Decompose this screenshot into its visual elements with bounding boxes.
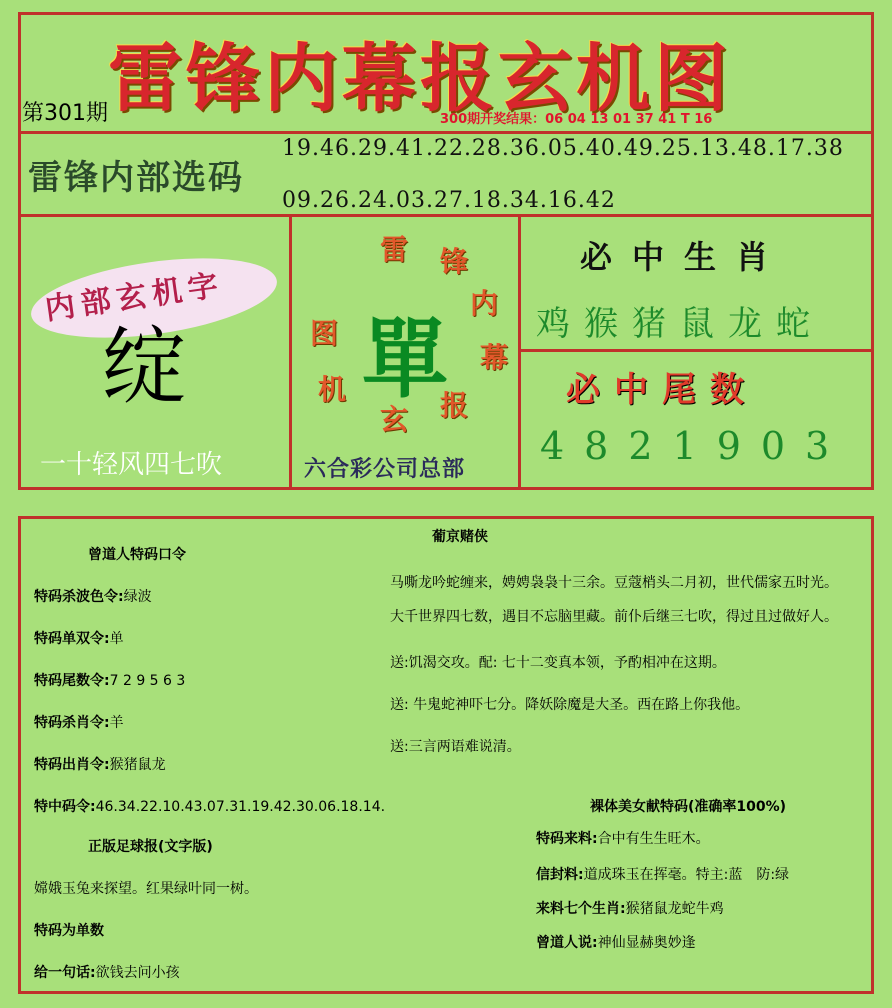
password-item: 特中码令:46.34.22.10.43.07.31.19.42.30.06.18.14. [34,799,386,815]
football-line: 嫦娥玉兔来探望。红果绿叶同一树。 [34,881,258,897]
mystery-char: 绽 [102,318,187,416]
beauty-item: 信封料:道成珠玉在挥毫。特主:蓝 防:绿 [536,867,790,883]
beauty-item: 曾道人说:神仙显赫奥妙逢 [536,935,696,951]
title-char: 内 [264,36,338,122]
ring-char: 报 [440,389,469,422]
title-char: 雷 [108,36,182,122]
left-panel-title: 内部玄机字 [42,267,227,328]
ring-char: 机 [318,373,347,406]
ring-char: 雷 [380,233,409,266]
title-char: 锋 [186,36,260,122]
poem-line-1: 马嘶龙吟蛇缠来，娉娉袅袅十三余。豆蔻梢头二月初，世代儒家五时光。 [390,575,838,591]
title-char: 幕 [342,36,416,122]
password-item: 特码出肖令:猴猪鼠龙 [34,757,166,773]
password-heading: 曾道人特码口令 [88,547,186,563]
password-item: 特码杀肖令:羊 [34,715,124,731]
single-double-char: 單 [362,310,448,410]
mystery-phrase: 一十轻风四七吹 [40,450,223,480]
title-char: 图 [654,36,728,122]
beauty-item: 特码来料:合中有生生旺木。 [536,831,710,847]
title-char: 玄 [498,36,572,122]
ring-char: 内 [470,287,499,320]
single-note: 特码为单数 [34,923,104,939]
ring-char: 玄 [380,403,409,436]
ring-char: 图 [310,317,339,350]
ring-char: 锋 [440,245,469,278]
password-item: 特码杀波色令:绿波 [34,589,152,605]
password-item: 特码单双令:单 [34,631,124,647]
zodiac-list: 鸡猴猪鼠龙蛇 [536,304,824,344]
tail-number-title: 必中尾数 [566,370,758,410]
codes-label: 雷锋内部选码 [28,158,244,198]
issue-number: 第301期 [22,101,108,126]
football-heading: 正版足球报(文字版) [88,839,213,855]
ring-char: 幕 [480,341,509,374]
center-footer: 六合彩公司总部 [304,456,466,482]
codes-line-2: 09.26.24.03.27.18.34.16.42 [282,188,616,213]
codes-line-1: 19.46.29.41.22.28.36.05.40.49.25.13.48.17.38 [282,136,844,161]
tail-number-digits: 4821903 [540,424,850,468]
saying-line: 给一句话:欲钱去问小孩 [34,965,180,981]
send-line-1: 送:饥渴交攻。配: 七十二变真本领，予酌相冲在这期。 [390,655,726,671]
last-result: 300期开奖结果：06 04 13 01 37 41 T 16 [440,112,713,127]
password-item: 特码尾数令:7 2 9 5 6 3 [34,673,186,689]
title-char: 报 [420,36,494,122]
poem-line-2: 大千世界四七数，遇目不忘脑里藏。前仆后继三七吹，得过且过做好人。 [390,609,838,625]
beauty-item: 来料七个生肖:猴猪鼠龙蛇牛鸡 [536,901,724,917]
poem-heading: 葡京赌侠 [432,529,488,545]
zodiac-title: 必中生肖 [580,238,789,276]
title-char: 机 [576,36,650,122]
send-line-3: 送:三言两语难说清。 [390,739,521,755]
send-line-2: 送: 牛鬼蛇神吓七分。降妖除魔是大圣。西在路上你我他。 [390,697,750,713]
beauty-heading: 裸体美女献特码(准确率100%) [590,799,787,815]
